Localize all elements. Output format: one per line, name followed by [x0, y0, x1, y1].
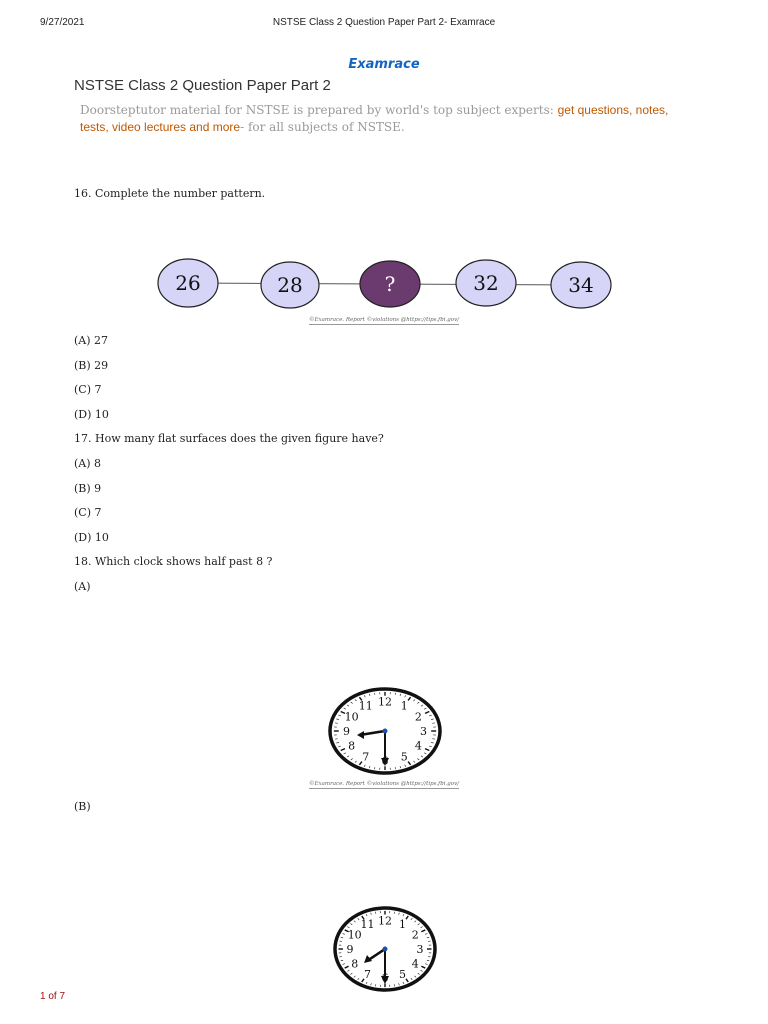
clock-numeral: 10 — [347, 928, 362, 942]
clock-numeral: 3 — [420, 725, 427, 738]
q17-option-b: (B) 9 — [74, 482, 102, 495]
q16-option-c: (C) 7 — [74, 383, 102, 396]
intro-prefix: Doorsteptutor material for NSTSE is prepared by world's top subject experts: — [80, 103, 558, 117]
clock-numeral: 1 — [399, 918, 406, 932]
clock-numeral: 12 — [378, 695, 392, 709]
header-date: 9/27/2021 — [40, 17, 85, 28]
clock-numeral: 8 — [348, 739, 356, 753]
intro-link[interactable]: get questions, notes, tests, video lectures and more — [80, 103, 669, 134]
pattern-value-3: ? — [384, 272, 396, 296]
clock-numeral: 5 — [399, 967, 406, 981]
q17-option-c: (C) 7 — [74, 506, 102, 519]
number-pattern-figure — [150, 255, 620, 317]
clock-numeral: 9 — [343, 725, 350, 738]
clock-a-icon — [326, 686, 446, 778]
question-18: 18. Which clock shows half past 8 ? — [74, 555, 273, 568]
question-17: 17. How many flat surfaces does the given figure have? — [74, 432, 384, 445]
clock-b-icon — [330, 906, 442, 996]
clock-numeral: 2 — [414, 710, 422, 724]
clock-numeral: 8 — [351, 957, 359, 971]
clock-numeral: 9 — [346, 943, 354, 956]
q18-option-a-label: (A) — [74, 580, 91, 593]
clock-a-center — [383, 729, 388, 734]
page-title: NSTSE Class 2 Question Paper Part 2 — [74, 77, 331, 94]
clock-numeral: 11 — [358, 699, 373, 713]
image-credit-2: ©Examrace. Report ©violations @https://tips.fbi.gov/ — [308, 781, 460, 787]
question-16: 16. Complete the number pattern. — [74, 187, 266, 200]
clock-numeral: 2 — [411, 928, 419, 942]
q16-option-a: (A) 27 — [74, 334, 109, 347]
clock-numeral: 4 — [414, 739, 422, 753]
clock-numeral: 12 — [378, 914, 392, 928]
clock-b-center — [383, 947, 388, 952]
pattern-value-1: 26 — [175, 271, 201, 295]
pattern-value-2: 28 — [277, 273, 303, 297]
q18-option-b-label: (B) — [74, 800, 91, 813]
clock-numeral: 7 — [362, 750, 370, 764]
clock-numeral: 3 — [416, 943, 424, 956]
pattern-value-5: 34 — [568, 273, 594, 297]
clock-numeral: 5 — [400, 750, 408, 764]
clock-numeral: 10 — [344, 710, 359, 724]
header-title: NSTSE Class 2 Question Paper Part 2- Examrace — [272, 17, 496, 28]
clock-numeral: 1 — [400, 699, 408, 713]
clock-numeral: 4 — [411, 957, 419, 971]
brand-logo[interactable]: Examrace — [348, 57, 420, 72]
q16-option-d: (D) 10 — [74, 408, 109, 421]
intro-suffix: - for all subjects of NSTSE. — [240, 120, 405, 134]
clock-numeral: 11 — [360, 918, 375, 932]
page-counter: 1 of 7 — [40, 991, 66, 1002]
pattern-value-4: 32 — [473, 271, 499, 295]
clock-numeral: 7 — [364, 967, 371, 981]
intro-text — [80, 102, 670, 136]
q16-option-b: (B) 29 — [74, 359, 109, 372]
q17-option-d: (D) 10 — [74, 531, 109, 544]
image-credit: ©Examrace. Report ©violations @https://tips.fbi.gov/ — [308, 317, 460, 323]
q17-option-a: (A) 8 — [74, 457, 102, 470]
